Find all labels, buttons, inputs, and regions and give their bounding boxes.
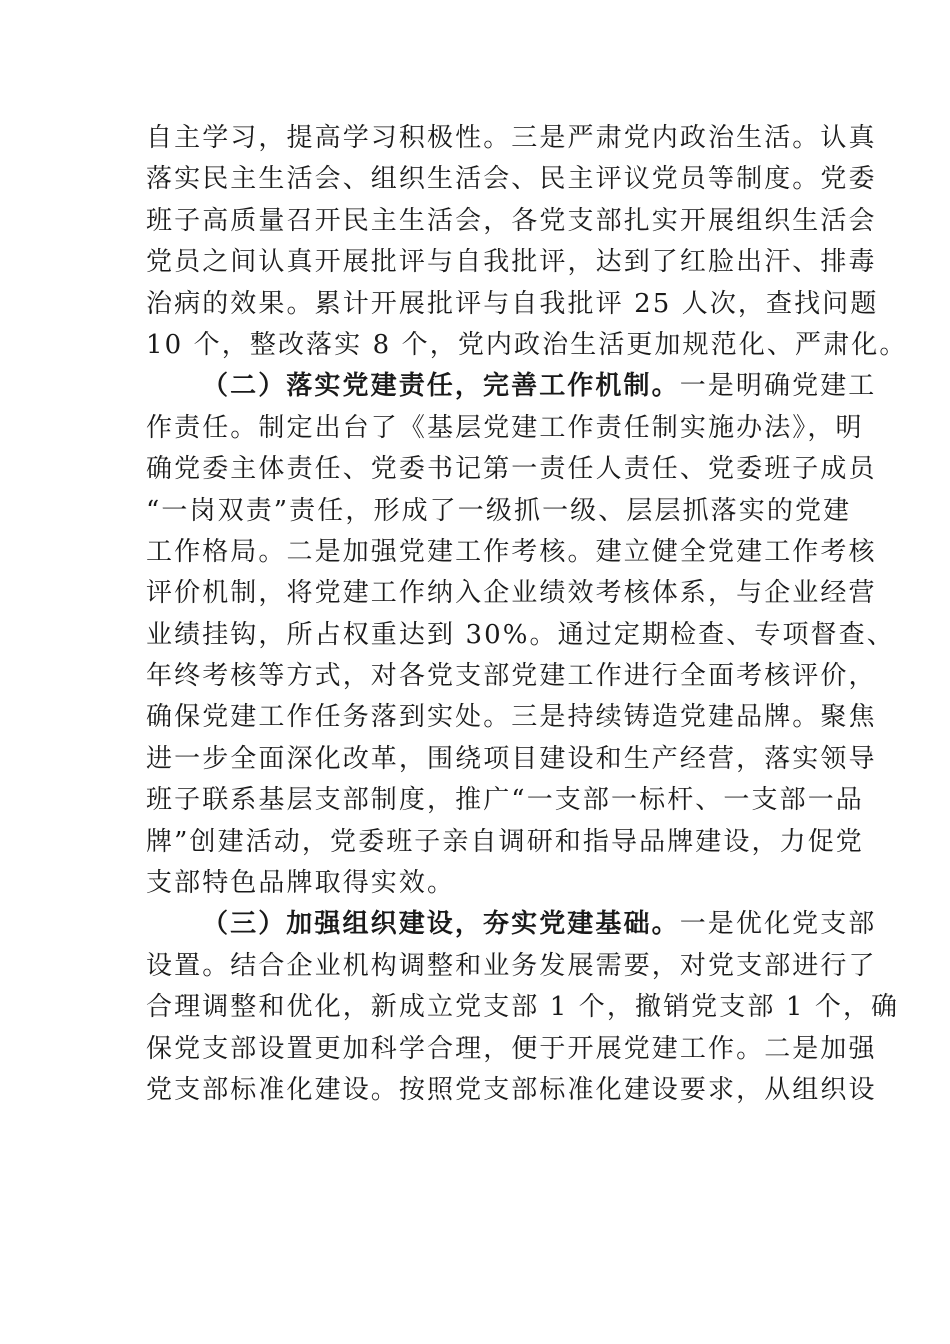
paragraph-line: 自主学习，提高学习积极性。三是严肃党内政治生活。认真	[146, 123, 877, 153]
paragraph-line: 支部特色品牌取得实效。	[146, 868, 456, 899]
first-line-text: 一是明确党建工	[679, 371, 877, 402]
paragraph-line: 治病的效果。累计开展批评与自我批评 25 人次，查找问题	[146, 288, 879, 319]
paragraph-line: 班子高质量召开民主生活会，各党支部扎实开展组织生活会	[146, 205, 877, 236]
paragraph-first-line	[146, 904, 877, 945]
first-line-text: 一是优化党支部	[679, 909, 877, 940]
paragraph-line: 班子联系基层支部制度，推广“一支部一标杆、一支部一品	[146, 785, 864, 816]
paragraph-3	[146, 904, 900, 1111]
paragraph-line: 进一步全面深化改革，围绕项目建设和生产经营，落实领导	[146, 743, 877, 774]
paragraph-line: 党支部标准化建设。按照党支部标准化建设要求，从组织设	[146, 1074, 877, 1105]
paragraph-first-line	[146, 366, 877, 407]
paragraph-line: 党员之间认真开展批评与自我批评，达到了红脸出汗、排毒	[146, 247, 877, 278]
section-heading: （二）落实党建责任，完善工作机制。	[202, 371, 680, 402]
paragraph-line: 工作格局。二是加强党建工作考核。建立健全党建工作考核	[146, 536, 877, 567]
paragraph-line: 设置。结合企业机构调整和业务发展需要，对党支部进行了	[146, 950, 877, 981]
paragraph-line: 确保党建工作任务落到实处。三是持续铸造党建品牌。聚焦	[146, 702, 877, 733]
paragraph-line: 确党委主体责任、党委书记第一责任人责任、党委班子成员	[146, 454, 877, 485]
section-heading: （三）加强组织建设，夯实党建基础。	[202, 909, 680, 940]
paragraph-line: 保党支部设置更加科学合理，便于开展党建工作。二是加强	[146, 1033, 877, 1064]
paragraph-line: 评价机制，将党建工作纳入企业绩效考核体系，与企业经营	[146, 578, 877, 609]
paragraph-line: 落实民主生活会、组织生活会、民主评议党员等制度。党委	[146, 164, 877, 195]
paragraph-2	[146, 366, 895, 904]
paragraph-line: 作责任。制定出台了《基层党建工作责任制实施办法》，明	[146, 412, 864, 443]
paragraph-line: 牌”创建活动，党委班子亲自调研和指导品牌建设，力促党	[146, 826, 864, 857]
document-body	[146, 118, 908, 1111]
paragraph-1	[146, 118, 908, 366]
paragraph-line: “一岗双责”责任，形成了一级抓一级、层层抓落实的党建	[146, 495, 852, 526]
paragraph-line: 10 个，整改落实 8 个，党内政治生活更加规范化、严肃化。	[146, 329, 908, 360]
paragraph-line: 业绩挂钩，所占权重达到 30%。通过定期检查、专项督查、	[146, 619, 895, 650]
paragraph-line: 年终考核等方式，对各党支部党建工作进行全面考核评价，	[146, 661, 877, 692]
paragraph-line: 合理调整和优化，新成立党支部 1 个，撤销党支部 1 个，确	[146, 992, 900, 1023]
